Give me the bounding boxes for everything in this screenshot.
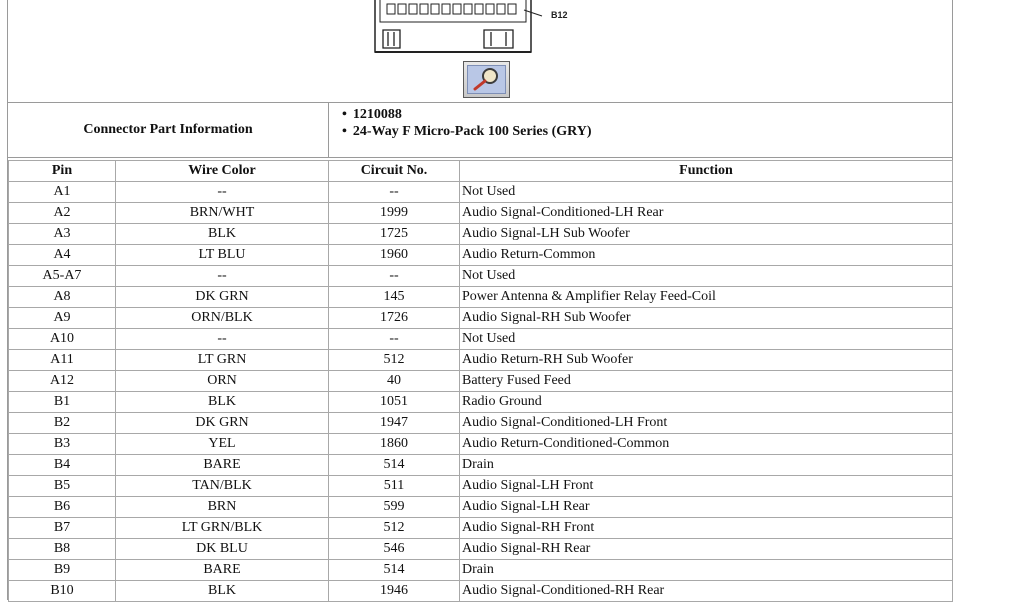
circuit-no-cell: 546 bbox=[329, 539, 460, 560]
circuit-no-cell: 1726 bbox=[329, 308, 460, 329]
circuit-no-cell: -- bbox=[329, 182, 460, 203]
table-row bbox=[9, 287, 953, 308]
pin-cell: A3 bbox=[9, 224, 116, 245]
function-cell: Not Used bbox=[460, 182, 953, 203]
table-row bbox=[9, 182, 953, 203]
pin-cell: A11 bbox=[9, 350, 116, 371]
pin-cell: B7 bbox=[9, 518, 116, 539]
connector-pin-cavity bbox=[508, 4, 516, 14]
wire-color-cell: BLK bbox=[116, 581, 329, 602]
circuit-no-cell: 514 bbox=[329, 455, 460, 476]
table-row bbox=[9, 434, 953, 455]
pin-cell: B10 bbox=[9, 581, 116, 602]
circuit-no-cell: 1946 bbox=[329, 581, 460, 602]
pin-cell: B3 bbox=[9, 434, 116, 455]
table-row bbox=[9, 476, 953, 497]
connector-pin-cavity bbox=[464, 4, 472, 14]
circuit-no-cell: 512 bbox=[329, 518, 460, 539]
pin-cell: A9 bbox=[9, 308, 116, 329]
circuit-no-cell: 145 bbox=[329, 287, 460, 308]
table-row bbox=[9, 350, 953, 371]
table-row bbox=[9, 413, 953, 434]
pin-cell: A10 bbox=[9, 329, 116, 350]
function-cell: Audio Signal-Conditioned-RH Rear bbox=[460, 581, 953, 602]
function-cell: Audio Signal-LH Front bbox=[460, 476, 953, 497]
pin-cell: B4 bbox=[9, 455, 116, 476]
wire-color-cell: LT GRN bbox=[116, 350, 329, 371]
function-cell: Audio Signal-Conditioned-LH Front bbox=[460, 413, 953, 434]
pin-cell: A8 bbox=[9, 287, 116, 308]
circuit-no-cell: 40 bbox=[329, 371, 460, 392]
wire-color-cell: BLK bbox=[116, 392, 329, 413]
header-function: Function bbox=[460, 161, 953, 182]
wire-color-cell: YEL bbox=[116, 434, 329, 455]
function-cell: Audio Signal-RH Sub Woofer bbox=[460, 308, 953, 329]
function-cell: Audio Return-Conditioned-Common bbox=[460, 434, 953, 455]
pin-cell: B9 bbox=[9, 560, 116, 581]
connector-pin-cavity bbox=[409, 4, 417, 14]
wire-color-cell: LT BLU bbox=[116, 245, 329, 266]
wire-color-cell: ORN bbox=[116, 371, 329, 392]
function-cell: Drain bbox=[460, 455, 953, 476]
pin-cell: B6 bbox=[9, 497, 116, 518]
circuit-no-cell: 1725 bbox=[329, 224, 460, 245]
pin-cell: B8 bbox=[9, 539, 116, 560]
circuit-no-cell: 1999 bbox=[329, 203, 460, 224]
circuit-no-cell: 1947 bbox=[329, 413, 460, 434]
function-cell: Not Used bbox=[460, 329, 953, 350]
wire-color-cell: BRN/WHT bbox=[116, 203, 329, 224]
table-row bbox=[9, 392, 953, 413]
connector-pin-cavity bbox=[475, 4, 483, 14]
circuit-no-cell: 1051 bbox=[329, 392, 460, 413]
circuit-no-cell: 511 bbox=[329, 476, 460, 497]
wire-color-cell: -- bbox=[116, 329, 329, 350]
wire-color-cell: BARE bbox=[116, 455, 329, 476]
table-row bbox=[9, 308, 953, 329]
connector-pin-cavity bbox=[453, 4, 461, 14]
pin-cell: A1 bbox=[9, 182, 116, 203]
zoom-button[interactable] bbox=[463, 61, 510, 98]
connector-info-item: • 24-Way F Micro-Pack 100 Series (GRY) bbox=[342, 123, 592, 140]
function-cell: Power Antenna & Amplifier Relay Feed-Coil bbox=[460, 287, 953, 308]
connector-diagram bbox=[8, 0, 952, 102]
table-row bbox=[9, 224, 953, 245]
function-cell: Audio Signal-LH Sub Woofer bbox=[460, 224, 953, 245]
wire-color-cell: TAN/BLK bbox=[116, 476, 329, 497]
pin-label-b12: B12 bbox=[551, 10, 568, 20]
circuit-no-cell: 1860 bbox=[329, 434, 460, 455]
zoom-button-face bbox=[467, 65, 506, 94]
header-wire-color: Wire Color bbox=[116, 161, 329, 182]
circuit-no-cell: 1960 bbox=[329, 245, 460, 266]
table-row bbox=[9, 560, 953, 581]
pin-cell: B1 bbox=[9, 392, 116, 413]
connector-pin-cavity bbox=[387, 4, 395, 14]
circuit-no-cell: 514 bbox=[329, 560, 460, 581]
connector-pin-cavity bbox=[497, 4, 505, 14]
table-row bbox=[9, 518, 953, 539]
circuit-no-cell: 512 bbox=[329, 350, 460, 371]
wire-color-cell: -- bbox=[116, 182, 329, 203]
function-cell: Audio Return-Common bbox=[460, 245, 953, 266]
function-cell: Audio Signal-LH Rear bbox=[460, 497, 953, 518]
wire-color-cell: DK GRN bbox=[116, 413, 329, 434]
header-pin: Pin bbox=[9, 161, 116, 182]
wire-color-cell: ORN/BLK bbox=[116, 308, 329, 329]
wire-color-cell: BLK bbox=[116, 224, 329, 245]
table-row bbox=[9, 539, 953, 560]
connector-pin-cavity bbox=[398, 4, 406, 14]
function-cell: Battery Fused Feed bbox=[460, 371, 953, 392]
connector-pin-cavity bbox=[442, 4, 450, 14]
connector-face-drawing bbox=[8, 0, 952, 60]
connector-pin-cavity bbox=[420, 4, 428, 14]
pin-cell: A5-A7 bbox=[9, 266, 116, 287]
table-row bbox=[9, 329, 953, 350]
table-row bbox=[9, 371, 953, 392]
circuit-no-cell: -- bbox=[329, 266, 460, 287]
wire-color-cell: -- bbox=[116, 266, 329, 287]
connector-info-label: Connector Part Information bbox=[8, 103, 329, 157]
wire-color-cell: BRN bbox=[116, 497, 329, 518]
connector-info-list bbox=[342, 106, 592, 140]
table-row bbox=[9, 203, 953, 224]
connector-pin-cavity bbox=[431, 4, 439, 14]
circuit-no-cell: 599 bbox=[329, 497, 460, 518]
pin-cell: A12 bbox=[9, 371, 116, 392]
wire-color-cell: LT GRN/BLK bbox=[116, 518, 329, 539]
function-cell: Audio Signal-RH Rear bbox=[460, 539, 953, 560]
function-cell: Radio Ground bbox=[460, 392, 953, 413]
function-cell: Drain bbox=[460, 560, 953, 581]
pin-cell: A4 bbox=[9, 245, 116, 266]
table-row bbox=[9, 245, 953, 266]
wire-color-cell: DK BLU bbox=[116, 539, 329, 560]
table-row bbox=[9, 455, 953, 476]
connector-info-item: • 1210088 bbox=[342, 106, 592, 123]
function-cell: Audio Signal-Conditioned-LH Rear bbox=[460, 203, 953, 224]
pin-table-header-row bbox=[9, 161, 953, 182]
wire-color-cell: DK GRN bbox=[116, 287, 329, 308]
table-row bbox=[9, 266, 953, 287]
function-cell: Not Used bbox=[460, 266, 953, 287]
wire-color-cell: BARE bbox=[116, 560, 329, 581]
table-row bbox=[9, 581, 953, 602]
connector-part-information bbox=[8, 102, 952, 158]
pin-cell: B5 bbox=[9, 476, 116, 497]
magnifier-icon bbox=[468, 66, 505, 93]
header-circuit-no: Circuit No. bbox=[329, 161, 460, 182]
table-row bbox=[9, 497, 953, 518]
circuit-no-cell: -- bbox=[329, 329, 460, 350]
connector-pin-cavity bbox=[486, 4, 494, 14]
function-cell: Audio Return-RH Sub Woofer bbox=[460, 350, 953, 371]
pin-cell: B2 bbox=[9, 413, 116, 434]
function-cell: Audio Signal-RH Front bbox=[460, 518, 953, 539]
pin-cell: A2 bbox=[9, 203, 116, 224]
pin-table bbox=[8, 160, 953, 602]
